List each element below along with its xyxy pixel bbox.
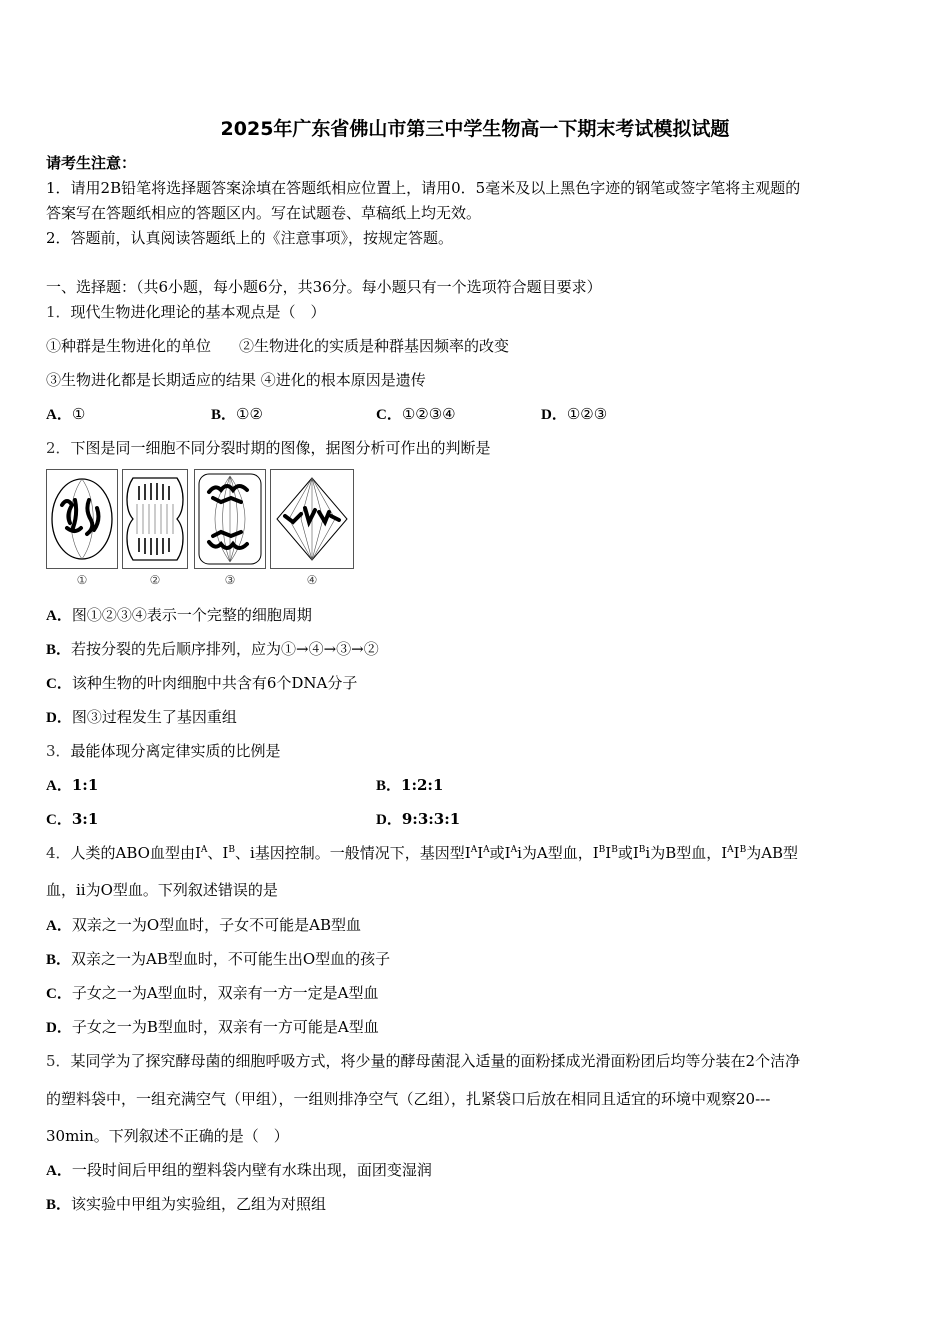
option-label: A． — [46, 918, 72, 934]
question-text: 下图是同一细胞不同分裂时期的图像，据图分析可作出的判断是 — [70, 439, 491, 457]
text-run: i为B型血，I — [645, 844, 728, 862]
question-number: 4． — [46, 844, 71, 862]
question-number: 1． — [46, 303, 71, 321]
option-text: 该种生物的叶肉细胞中共含有6个DNA分子 — [71, 674, 358, 692]
notice-line-1b: 答案写在答题纸相应的答题区内。写在试题卷、草稿纸上均无效。 — [46, 204, 482, 222]
question-5-stem-line-2: 的塑料袋中，一组充满空气（甲组），一组则排净空气（乙组），扎紧袋口后放在相同且适宜的环境中观察20--- — [46, 1090, 771, 1108]
option-text: 双亲之一为AB型血时，不可能生出O型血的孩子 — [71, 950, 391, 968]
q4-option-b[interactable] — [46, 949, 390, 970]
text-run: i为A型血，I — [517, 844, 599, 862]
question-number: 3． — [46, 742, 71, 760]
option-label: B． — [46, 1197, 72, 1213]
text-run: 、I — [207, 844, 229, 862]
q5-option-b[interactable] — [46, 1194, 326, 1215]
figure-caption-4: ④ — [306, 573, 318, 587]
option-label: B． — [46, 642, 72, 658]
figure-caption-3: ③ — [224, 573, 236, 587]
option-label: A． — [46, 778, 72, 794]
superscript: A — [200, 845, 208, 855]
text-run: 、i基因控制。一般情况下，基因型I — [234, 844, 471, 862]
option-text: 1:1 — [71, 776, 99, 794]
cell-diagram-3 — [194, 469, 266, 587]
cell-diagram-1 — [46, 469, 118, 587]
option-text: ①② — [236, 405, 263, 423]
page-title: 2025年广东省佛山市第三中学生物高一下期末考试模拟试题 — [220, 118, 730, 140]
superscript: A — [470, 845, 478, 855]
question-4-stem — [46, 843, 798, 863]
option-text: 3:1 — [71, 810, 99, 828]
option-label: D． — [376, 812, 402, 828]
q5-option-a[interactable] — [46, 1160, 432, 1181]
q4-option-a[interactable] — [46, 915, 361, 936]
question-number: 2． — [46, 439, 71, 457]
superscript: B — [638, 845, 646, 855]
question-5-stem-line-3: 30min。下列叙述不正确的是（ ） — [46, 1127, 289, 1145]
cell-diagram-2 — [122, 469, 188, 587]
notice-line-2: 2．答题前，认真阅读答题纸上的《注意事项》，按规定答题。 — [46, 229, 454, 247]
option-label: C． — [46, 986, 72, 1002]
statement-3-4: ③生物进化都是长期适应的结果 ④进化的根本原因是遗传 — [46, 371, 426, 389]
statement-2: ②生物进化的实质是种群基因频率的改变 — [239, 337, 510, 355]
superscript: A — [727, 845, 734, 855]
q1-option-a[interactable] — [46, 404, 85, 425]
option-text: 9:3:3:1 — [401, 810, 461, 828]
superscript: B — [598, 845, 606, 855]
option-label: C． — [376, 407, 402, 423]
text-run: 或I — [617, 844, 639, 862]
option-label: D． — [541, 407, 567, 423]
question-4-stem-cont: 血，ii为O型血。下列叙述错误的是 — [46, 881, 278, 899]
q3-option-b[interactable] — [376, 775, 443, 796]
option-text: 1:2:1 — [401, 776, 444, 794]
option-text: 图①②③④表示一个完整的细胞周期 — [71, 606, 312, 624]
option-text: ①②③④ — [401, 405, 456, 423]
superscript: A — [483, 845, 490, 855]
q4-option-d[interactable] — [46, 1017, 379, 1038]
question-1-stem — [46, 302, 326, 322]
section-heading: 一、选择题：（共6小题，每小题6分，共36分。每小题只有一个选项符合题目要求） — [46, 278, 602, 296]
question-number: 5． — [46, 1052, 71, 1070]
q4-option-c[interactable] — [46, 983, 379, 1004]
superscript: B — [739, 845, 747, 855]
q2-option-b[interactable] — [46, 639, 379, 660]
question-2-stem — [46, 438, 491, 458]
text-run: 或I — [489, 844, 511, 862]
question-5-stem — [46, 1051, 800, 1071]
option-label: B． — [376, 778, 402, 794]
option-label: C． — [46, 676, 72, 692]
option-label: D． — [46, 710, 72, 726]
cell-diagram-4 — [270, 469, 354, 587]
question-text: 某同学为了探究酵母菌的细胞呼吸方式，将少量的酵母菌混入适量的面粉揉成光滑面粉团后均等分装在2个洁净 — [70, 1052, 801, 1070]
option-text: 双亲之一为O型血时，子女不可能是AB型血 — [71, 916, 361, 934]
q2-option-a[interactable] — [46, 605, 312, 626]
option-label: B． — [211, 407, 237, 423]
q3-option-d[interactable] — [376, 809, 460, 830]
option-label: A． — [46, 608, 72, 624]
option-label: A． — [46, 407, 72, 423]
question-text: 现代生物进化理论的基本观点是（ ） — [70, 303, 326, 321]
option-label: A． — [46, 1163, 72, 1179]
figure-caption-1: ① — [76, 573, 88, 587]
option-text: 一段时间后甲组的塑料袋内壁有水珠出现，面团变湿润 — [71, 1161, 432, 1179]
q3-option-a[interactable] — [46, 775, 98, 796]
option-label: D． — [46, 1020, 72, 1036]
question-1-statements — [46, 336, 509, 356]
superscript: B — [611, 845, 618, 855]
text-run: 人类的ABO血型由I — [70, 844, 201, 862]
superscript: A — [510, 845, 518, 855]
superscript: B — [228, 845, 235, 855]
option-text: ①②③ — [566, 405, 608, 423]
q1-option-c[interactable] — [376, 404, 456, 425]
option-text: ① — [71, 405, 86, 423]
q1-option-d[interactable] — [541, 404, 607, 425]
option-label: B． — [46, 952, 72, 968]
notice-heading: 请考生注意： — [46, 154, 137, 172]
question-3-stem — [46, 741, 281, 761]
question-text: 最能体现分离定律实质的比例是 — [70, 742, 281, 760]
q2-option-d[interactable] — [46, 707, 237, 728]
text-run: 为AB型 — [746, 844, 799, 862]
notice-line-1a: 1．请用2B铅笔将选择题答案涂填在答题纸相应位置上，请用0．5毫米及以上黑色字迹的钢笔或签字笔将主观题的 — [46, 179, 801, 197]
figure-caption-2: ② — [149, 573, 161, 587]
q2-option-c[interactable] — [46, 673, 357, 694]
q1-option-b[interactable] — [211, 404, 263, 425]
option-text: 子女之一为B型血时，双亲有一方可能是A型血 — [71, 1018, 379, 1036]
option-text: 该实验中甲组为实验组，乙组为对照组 — [71, 1195, 327, 1213]
statement-1: ①种群是生物进化的单位 — [46, 337, 212, 355]
option-text: 图③过程发生了基因重组 — [71, 708, 237, 726]
option-text: 子女之一为A型血时，双亲有一方一定是A型血 — [71, 984, 379, 1002]
option-text: 若按分裂的先后顺序排列，应为①→④→③→② — [71, 640, 379, 658]
q3-option-c[interactable] — [46, 809, 98, 830]
text-run: I — [605, 844, 612, 862]
text-run: I — [733, 844, 740, 862]
option-label: C． — [46, 812, 72, 828]
text-run: I — [477, 844, 484, 862]
